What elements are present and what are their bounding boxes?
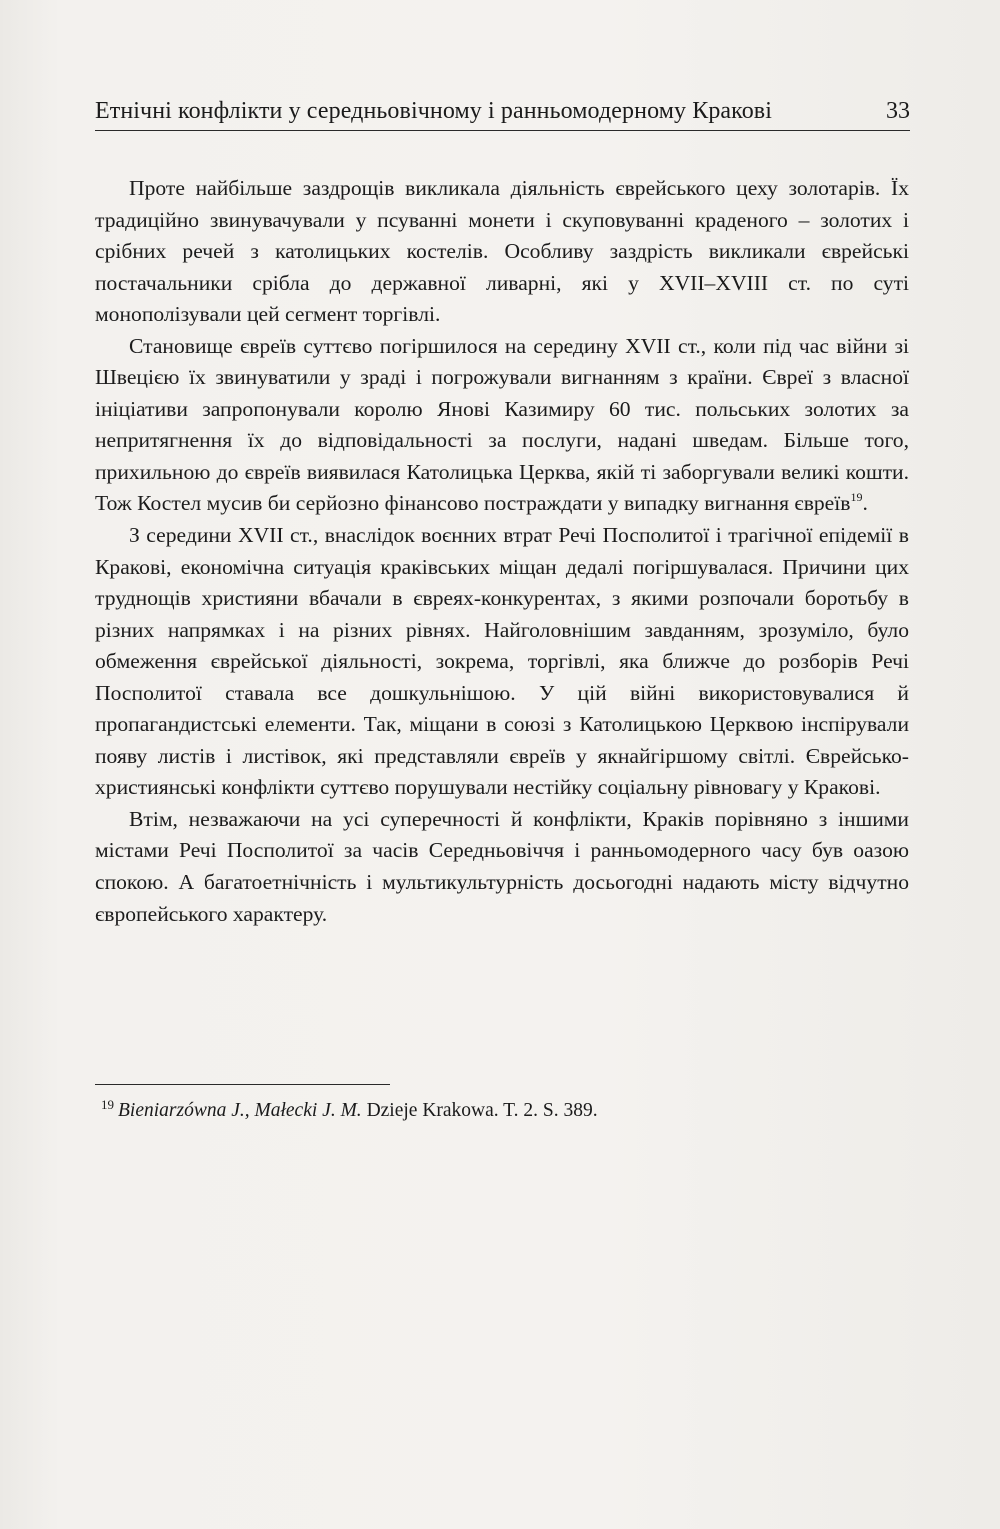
page-number: 33 [886, 98, 910, 124]
footnote-title: Dzieje Krakowa. T. 2. S. 389. [366, 1100, 598, 1121]
footnote [101, 1097, 598, 1122]
footnote-reference: 19 [850, 490, 863, 505]
footnote-authors: Bieniarzówna J., Małecki J. M. [118, 1100, 362, 1121]
reverse-page-bleed-through [120, 960, 910, 1020]
running-head [95, 96, 910, 131]
reverse-page-bleed-through [120, 1040, 910, 1385]
paragraph-1: Проте найбільше заздрощів викликала діяльність єврейського цеху золотарів. Їх традиційно звинувачували у псуванні монети і скуповуванні краденого – золотих і срібних речей з католицьких костелів. Особливу заздрість викликали єврейські постачальники срібла до державної ливарні, які у XVII–XVIII ст. по суті монополізували цей сегмент торгівлі. [95, 176, 909, 327]
body-text [95, 173, 909, 930]
footnote-number: 19 [101, 1097, 114, 1112]
running-title: Етнічні конфлікти у середньовічному і ранньомодерному Кракові [95, 98, 773, 124]
paragraph-4: Втім, незважаючи на усі суперечності й конфлікти, Краків порівняно з іншими містами Речі Посполитої за часів Середньовіччя і ранньомодерного часу був оазою спокою. А багатоетнічність і мультикультурність досьогодні надають місту відчутно європейського характеру. [95, 806, 909, 926]
footnote-separator [95, 1084, 390, 1085]
paragraph-2-text: Становище євреїв суттєво погіршилося на середину XVII ст., коли під час війни зі Швецією їх звинуватили у зраді і погрожували вигнанням з країни. Євреї з власної ініціативи запропонували королю Янові Казимиру 60 тис. польських золотих за непритягнення їх до відповідальності за послуги, надані шведам. Більше того, прихильною до євреїв виявилася Католицька Церква, якій ті заборгували великі кошти. Тож Костел мусив би серйозно фінансово постраждати у випадку вигнання євреїв [95, 333, 909, 516]
paragraph-2 [95, 331, 909, 520]
paragraph-3: З середини XVII ст., внаслідок воєнних втрат Речі Посполитої і трагічної епідемії в Кракові, економічна ситуація краківських міщан дедалі погіршувалася. Причини цих труднощів християни вбачали в євреях-конкурентах, з якими розпочали боротьбу в різних напрямках і на різних рівнях. Найголовнішим завданням, зрозуміло, було обмеження єврейської діяльності, зокрема, торгівлі, яка ближче до розборів Речі Посполитої ставала все дошкульнішою. У цій війні використовувалися й пропагандистські елементи. Так, міщани в союзі з Католицькою Церквою інспірували появу листів і листівок, які представляли євреїв у якнайгіршому світлі. Єврейсько-християнські конфлікти суттєво порушували нестійку соціальну рівновагу у Кракові. [95, 523, 909, 800]
paragraph-2-end: . [862, 491, 868, 516]
